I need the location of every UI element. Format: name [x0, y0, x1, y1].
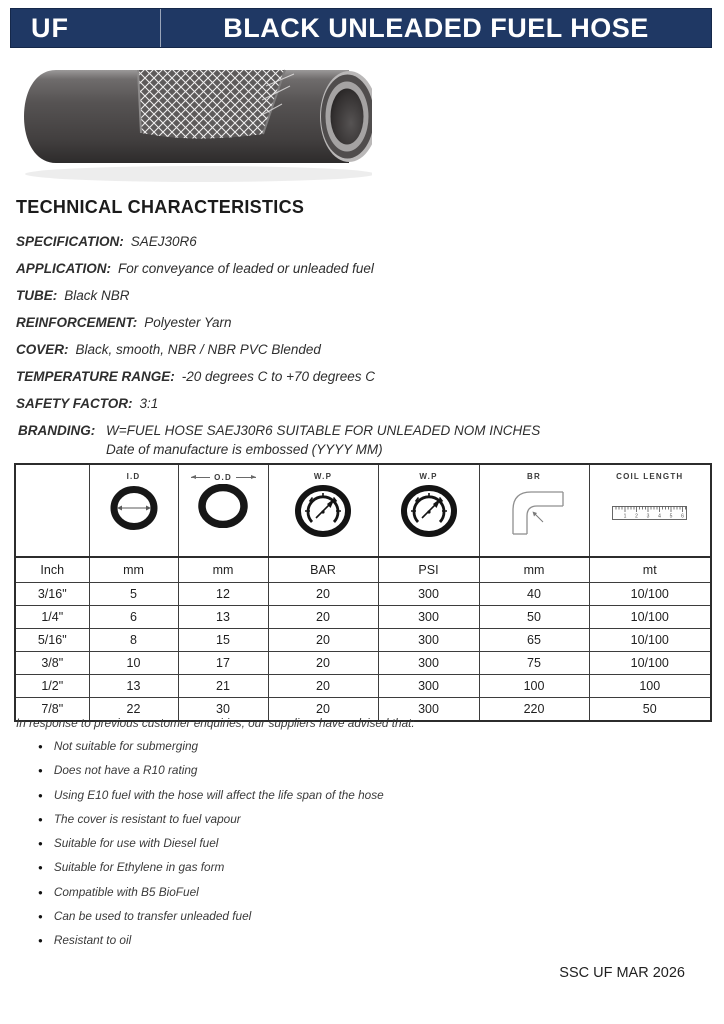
table-cell: 300	[378, 629, 479, 652]
table-cell: 20	[268, 629, 378, 652]
hose-product-image	[10, 60, 372, 186]
unit-cell: PSI	[378, 557, 479, 583]
table-cell: 10/100	[589, 583, 711, 606]
table-cell: 75	[479, 652, 589, 675]
table-cell: 20	[268, 583, 378, 606]
bullet-item	[38, 905, 384, 929]
units-row	[15, 557, 711, 583]
bullet-icon: ●	[38, 790, 43, 800]
table-cell: 100	[479, 675, 589, 698]
working-pressure-bar-header-cell	[268, 464, 378, 557]
product-code: UF	[11, 9, 161, 47]
bend-radius-icon	[501, 484, 567, 536]
spec-value: Polyester Yarn	[144, 315, 232, 330]
table-cell: 10/100	[589, 606, 711, 629]
spec-line-tube	[16, 282, 708, 309]
table-cell: 5	[89, 583, 178, 606]
spec-line-branding	[16, 422, 708, 459]
table-cell: 300	[378, 583, 479, 606]
spec-value: -20 degrees C to +70 degrees C	[181, 369, 376, 384]
coil-length-label: COIL LENGTH	[616, 472, 684, 481]
inner-diameter-header-cell	[89, 464, 178, 557]
bullet-icon: ●	[38, 887, 43, 897]
ruler-number: 5	[669, 513, 673, 520]
spec-value: 3:1	[139, 396, 159, 411]
bullet-item	[38, 929, 384, 953]
bullet-icon: ●	[38, 936, 43, 946]
table-cell: 21	[178, 675, 268, 698]
section-title: TECHNICAL CHARACTERISTICS	[16, 197, 305, 217]
table-cell: 20	[268, 675, 378, 698]
technical-characteristics-section	[16, 197, 708, 459]
notes-intro: In response to previous customer enquiries, our suppliers have advised that:	[16, 716, 415, 730]
size-specification-table	[14, 463, 712, 722]
bullet-icon: ●	[38, 814, 43, 824]
table-cell: 6	[89, 606, 178, 629]
table-cell: 40	[479, 583, 589, 606]
ruler-number: 1	[623, 513, 627, 520]
spec-label: APPLICATION:	[16, 261, 111, 276]
spec-label: COVER:	[16, 342, 69, 357]
spec-line-specification	[16, 228, 708, 255]
spec-label: SPECIFICATION:	[16, 234, 124, 249]
document-reference: SSC UF MAR 2026	[559, 965, 685, 981]
wp-bar-label: W.P	[313, 472, 333, 481]
ruler-number: 4	[657, 513, 661, 520]
spec-label: TEMPERATURE RANGE:	[16, 369, 175, 384]
unit-cell: BAR	[268, 557, 378, 583]
bullet-text: Using E10 fuel with the hose will affect the life span of the hose	[53, 787, 384, 802]
table-cell: 10/100	[589, 652, 711, 675]
bullet-text: The cover is resistant to fuel vapour	[53, 811, 241, 826]
unit-cell: mm	[178, 557, 268, 583]
unit-cell: mt	[589, 557, 711, 583]
page-title: BLACK UNLEADED FUEL HOSE	[223, 12, 649, 43]
coil-length-header-cell	[589, 464, 711, 557]
table-cell: 3/16"	[15, 583, 89, 606]
branding-line1: W=FUEL HOSE SAEJ30R6 SUITABLE FOR UNLEADED NOM INCHES	[106, 423, 541, 438]
table-cell: 300	[378, 652, 479, 675]
spec-line-reinforcement	[16, 309, 708, 336]
outer-diameter-icon	[197, 484, 249, 528]
empty-header-cell	[15, 464, 89, 557]
outer-diameter-header-cell	[178, 464, 268, 557]
table-cell: 7/8"	[15, 698, 89, 722]
table-cell: 20	[268, 698, 378, 722]
table-cell: 300	[378, 675, 479, 698]
table-cell: 1/2"	[15, 675, 89, 698]
spec-label: REINFORCEMENT:	[16, 315, 138, 330]
working-pressure-psi-header-cell	[378, 464, 479, 557]
table-cell: 8	[89, 629, 178, 652]
table-cell: 20	[268, 606, 378, 629]
table-cell: 10	[89, 652, 178, 675]
bullet-item	[38, 808, 384, 832]
table-cell: 30	[178, 698, 268, 722]
bullet-icon: ●	[38, 912, 43, 922]
bullet-icon: ●	[38, 839, 43, 849]
table-cell: 10/100	[589, 629, 711, 652]
spec-label: TUBE:	[16, 288, 58, 303]
br-label: BR	[527, 472, 541, 481]
spec-value: SAEJ30R6	[130, 234, 197, 249]
table-cell: 20	[268, 652, 378, 675]
wp-psi-label: W.P	[419, 472, 438, 481]
ruler-number: 2	[634, 513, 638, 520]
table-row	[15, 606, 711, 629]
table-cell: 12	[178, 583, 268, 606]
table-cell: 50	[589, 698, 711, 722]
bullet-text: Suitable for Ethylene in gas form	[53, 860, 225, 875]
bullet-icon: ●	[38, 766, 43, 776]
table-cell: 65	[479, 629, 589, 652]
bend-radius-header-cell	[479, 464, 589, 557]
table-cell: 3/8"	[15, 652, 89, 675]
unit-cell: Inch	[15, 557, 89, 583]
table-cell: 300	[378, 698, 479, 722]
header-bar	[10, 8, 712, 48]
bullet-item	[38, 832, 384, 856]
bullet-text: Does not have a R10 rating	[53, 763, 198, 778]
unit-cell: mm	[479, 557, 589, 583]
table-cell: 100	[589, 675, 711, 698]
table-cell: 220	[479, 698, 589, 722]
bullet-text: Compatible with B5 BioFuel	[53, 884, 199, 899]
bullet-item	[38, 759, 384, 783]
id-label: I.D	[126, 472, 141, 481]
branding-line2: Date of manufacture is embossed (YYYY MM)	[106, 441, 383, 457]
table-cell: 22	[89, 698, 178, 722]
pressure-gauge-bar-icon	[292, 484, 354, 538]
bullet-item	[38, 881, 384, 905]
coil-length-ruler-icon	[611, 503, 689, 525]
spec-value: For conveyance of leaded or unleaded fuel	[118, 261, 374, 276]
bullet-icon: ●	[38, 742, 43, 751]
table-row	[15, 629, 711, 652]
ruler-number: 3	[646, 513, 650, 520]
table-cell: 50	[479, 606, 589, 629]
bullet-text: Suitable for use with Diesel fuel	[53, 836, 219, 851]
table-cell: 13	[178, 606, 268, 629]
spec-label: BRANDING:	[18, 423, 96, 438]
bullet-icon: ●	[38, 863, 43, 873]
table-cell: 17	[178, 652, 268, 675]
spec-value: Black NBR	[64, 288, 130, 303]
unit-cell: mm	[89, 557, 178, 583]
table-row	[15, 583, 711, 606]
spec-line-safety-factor	[16, 390, 708, 417]
table-cell: 5/16"	[15, 629, 89, 652]
pressure-gauge-psi-icon	[398, 484, 460, 538]
spec-line-cover	[16, 336, 708, 363]
hose-illustration-icon	[10, 60, 372, 186]
icon-header-row	[15, 464, 711, 557]
notes-bullet-list	[38, 735, 384, 954]
bullet-text: Can be used to transfer unleaded fuel	[53, 909, 252, 924]
ruler-number: 6	[680, 513, 684, 520]
table-row	[15, 675, 711, 698]
bullet-text: Resistant to oil	[53, 933, 132, 948]
bullet-item	[38, 735, 384, 759]
table-row	[15, 652, 711, 675]
branding-value	[106, 422, 540, 459]
bullet-text: Not suitable for submerging	[53, 739, 199, 753]
spec-line-application	[16, 255, 708, 282]
spec-value: Black, smooth, NBR / NBR PVC Blended	[75, 342, 321, 357]
table-cell: 1/4"	[15, 606, 89, 629]
table-cell: 13	[89, 675, 178, 698]
table-cell: 15	[178, 629, 268, 652]
table-cell: 300	[378, 606, 479, 629]
od-arrow	[191, 473, 256, 482]
spec-label: SAFETY FACTOR:	[16, 396, 133, 411]
bullet-item	[38, 856, 384, 880]
bullet-item	[38, 784, 384, 808]
od-label: O.D	[214, 473, 232, 482]
spec-line-temperature-range	[16, 363, 708, 390]
inner-diameter-icon	[108, 484, 160, 532]
